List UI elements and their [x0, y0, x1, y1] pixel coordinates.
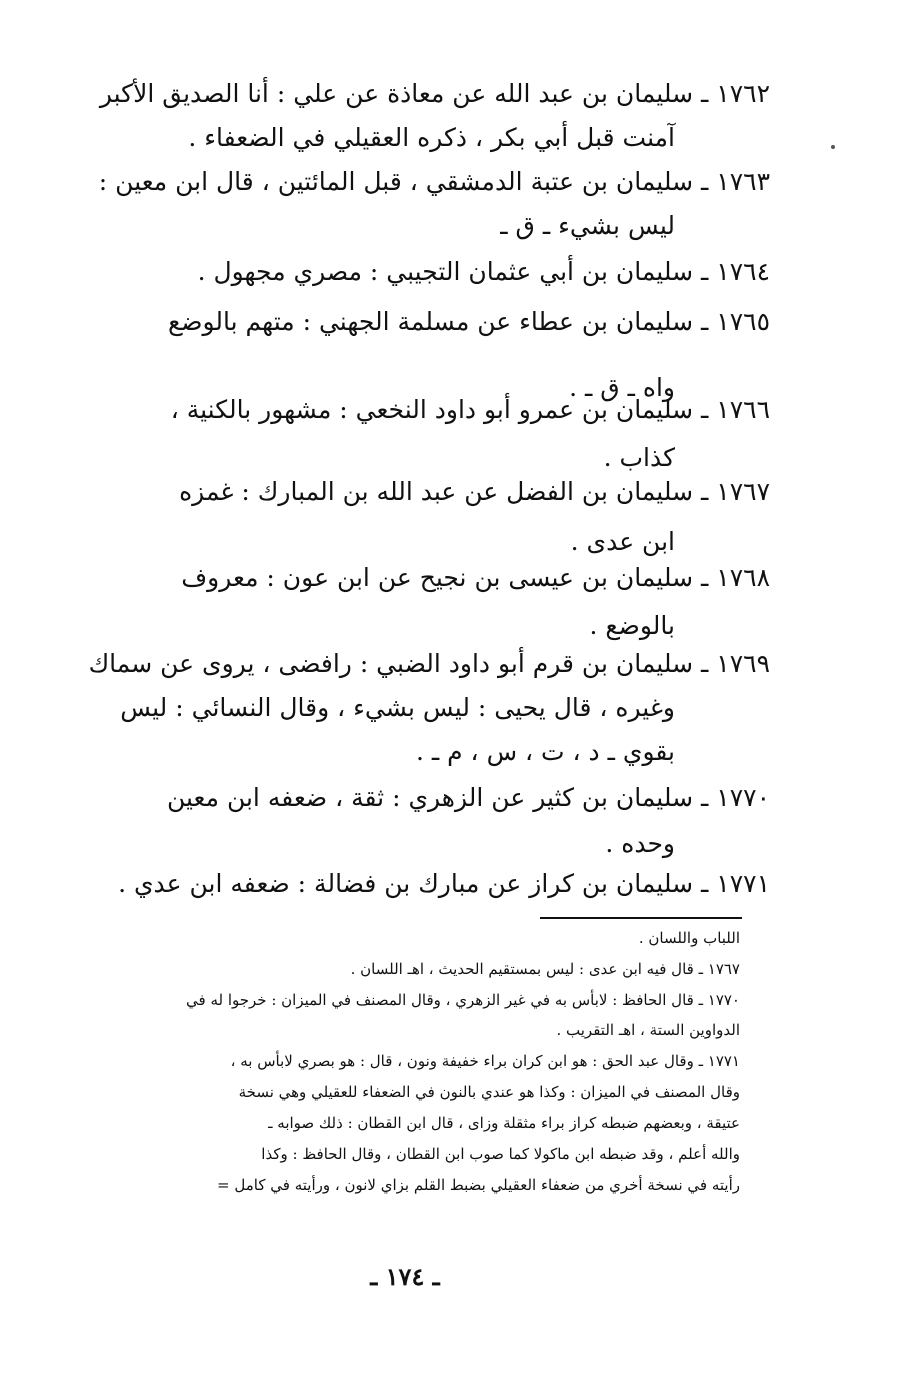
footnote-line: ١٧٦٧ ـ قال فيه ابن عدى : ليس بمستقيم الحديث ، اهـ اللسان .	[350, 960, 740, 978]
entry-line: ١٧٦٦ ـ سليمان بن عمرو أبو داود النخعي : مشهور بالكنية ،	[170, 395, 770, 424]
footnote-line: رأيته في نسخة أخري من ضعفاء العقيلي بضبط القلم بزاي لانون ، ورأيته في كامل =	[217, 1176, 740, 1194]
entry-line: وغيره ، قال يحيى : ليس بشيء ، وقال النسائي : ليس	[120, 693, 675, 722]
footnote-line: عتيقة ، وبعضهم ضبطه كراز براء مثقلة وزاى ، قال ابن القطان : ذلك صوابه ـ	[268, 1114, 740, 1132]
entry-line: آمنت قبل أبي بكر ، ذكره العقيلي في الضعفاء .	[188, 123, 675, 152]
entry-1769	[88, 642, 770, 774]
entry-1762	[99, 72, 770, 160]
entry-1771	[120, 862, 770, 906]
entry-1763	[98, 160, 770, 248]
entry-line: ١٧٦٢ ـ سليمان بن عبد الله عن معاذة عن علي : أنا الصديق الأكبر	[99, 79, 770, 108]
entry-line: ابن عدى .	[570, 527, 675, 556]
scan-speck	[831, 145, 835, 149]
entry-line: ١٧٦٣ ـ سليمان بن عتبة الدمشقي ، قبل المائتين ، قال ابن معين :	[98, 167, 770, 196]
entry-line: وحده .	[605, 829, 675, 858]
footnote-line: اللباب واللسان .	[638, 929, 740, 947]
page-number: ـ ١٧٤ ـ	[370, 1262, 440, 1291]
entry-1770	[120, 776, 770, 866]
entry-line: بقوي ـ د ، ت ، س ، م ـ .	[415, 737, 675, 766]
entry-line: كذاب .	[603, 443, 675, 472]
entry-1767	[120, 470, 770, 564]
entry-1766	[120, 388, 770, 480]
entry-line: ليس بشيء ـ ق ـ	[500, 211, 675, 240]
entry-line: ١٧٦٨ ـ سليمان بن عيسى بن نجيح عن ابن عون : معروف	[181, 563, 770, 592]
footnote-divider	[540, 917, 742, 919]
entry-line: بالوضع .	[589, 611, 675, 640]
footnote-line: وقال المصنف في الميزان : وكذا هو عندي بالنون في الضعفاء للعقيلي وهي نسخة	[238, 1083, 740, 1101]
entry-line: ١٧٦٩ ـ سليمان بن قرم أبو داود الضبي : رافضى ، يروى عن سماك	[88, 649, 770, 678]
entry-line: ١٧٦٤ ـ سليمان بن أبي عثمان التجيبي : مصري مجهول .	[197, 257, 770, 286]
footnote-line: والله أعلم ، وقد ضبطه ابن ماكولا كما صوب ابن القطان ، وقال الحافظ : وكذا	[261, 1145, 740, 1163]
entry-line: ١٧٦٧ ـ سليمان بن الفضل عن عبد الله بن المبارك : غمزه	[179, 477, 770, 506]
footnote-line: الدواوين الستة ، اهـ التقريب .	[556, 1021, 740, 1039]
entry-line: ١٧٧١ ـ سليمان بن كراز عن مبارك بن فضالة : ضعفه ابن عدي .	[118, 869, 770, 898]
entry-line: ١٧٧٠ ـ سليمان بن كثير عن الزهري : ثقة ، ضعفه ابن معين	[166, 783, 770, 812]
footnote-line: ١٧٧٠ ـ قال الحافظ : لابأس به في غير الزهري ، وقال المصنف في الميزان : خرجوا له في	[186, 991, 740, 1009]
entry-1764	[120, 250, 770, 294]
entry-line: ١٧٦٥ ـ سليمان بن عطاء عن مسلمة الجهني : متهم بالوضع	[167, 307, 770, 336]
entry-1768	[120, 556, 770, 648]
entry-line: واه ـ ق ـ .	[569, 373, 675, 402]
footnote-line: ١٧٧١ ـ وقال عبد الحق : هو ابن كران براء خفيفة ونون ، قال : هو بصري لابأس به ،	[230, 1052, 740, 1070]
